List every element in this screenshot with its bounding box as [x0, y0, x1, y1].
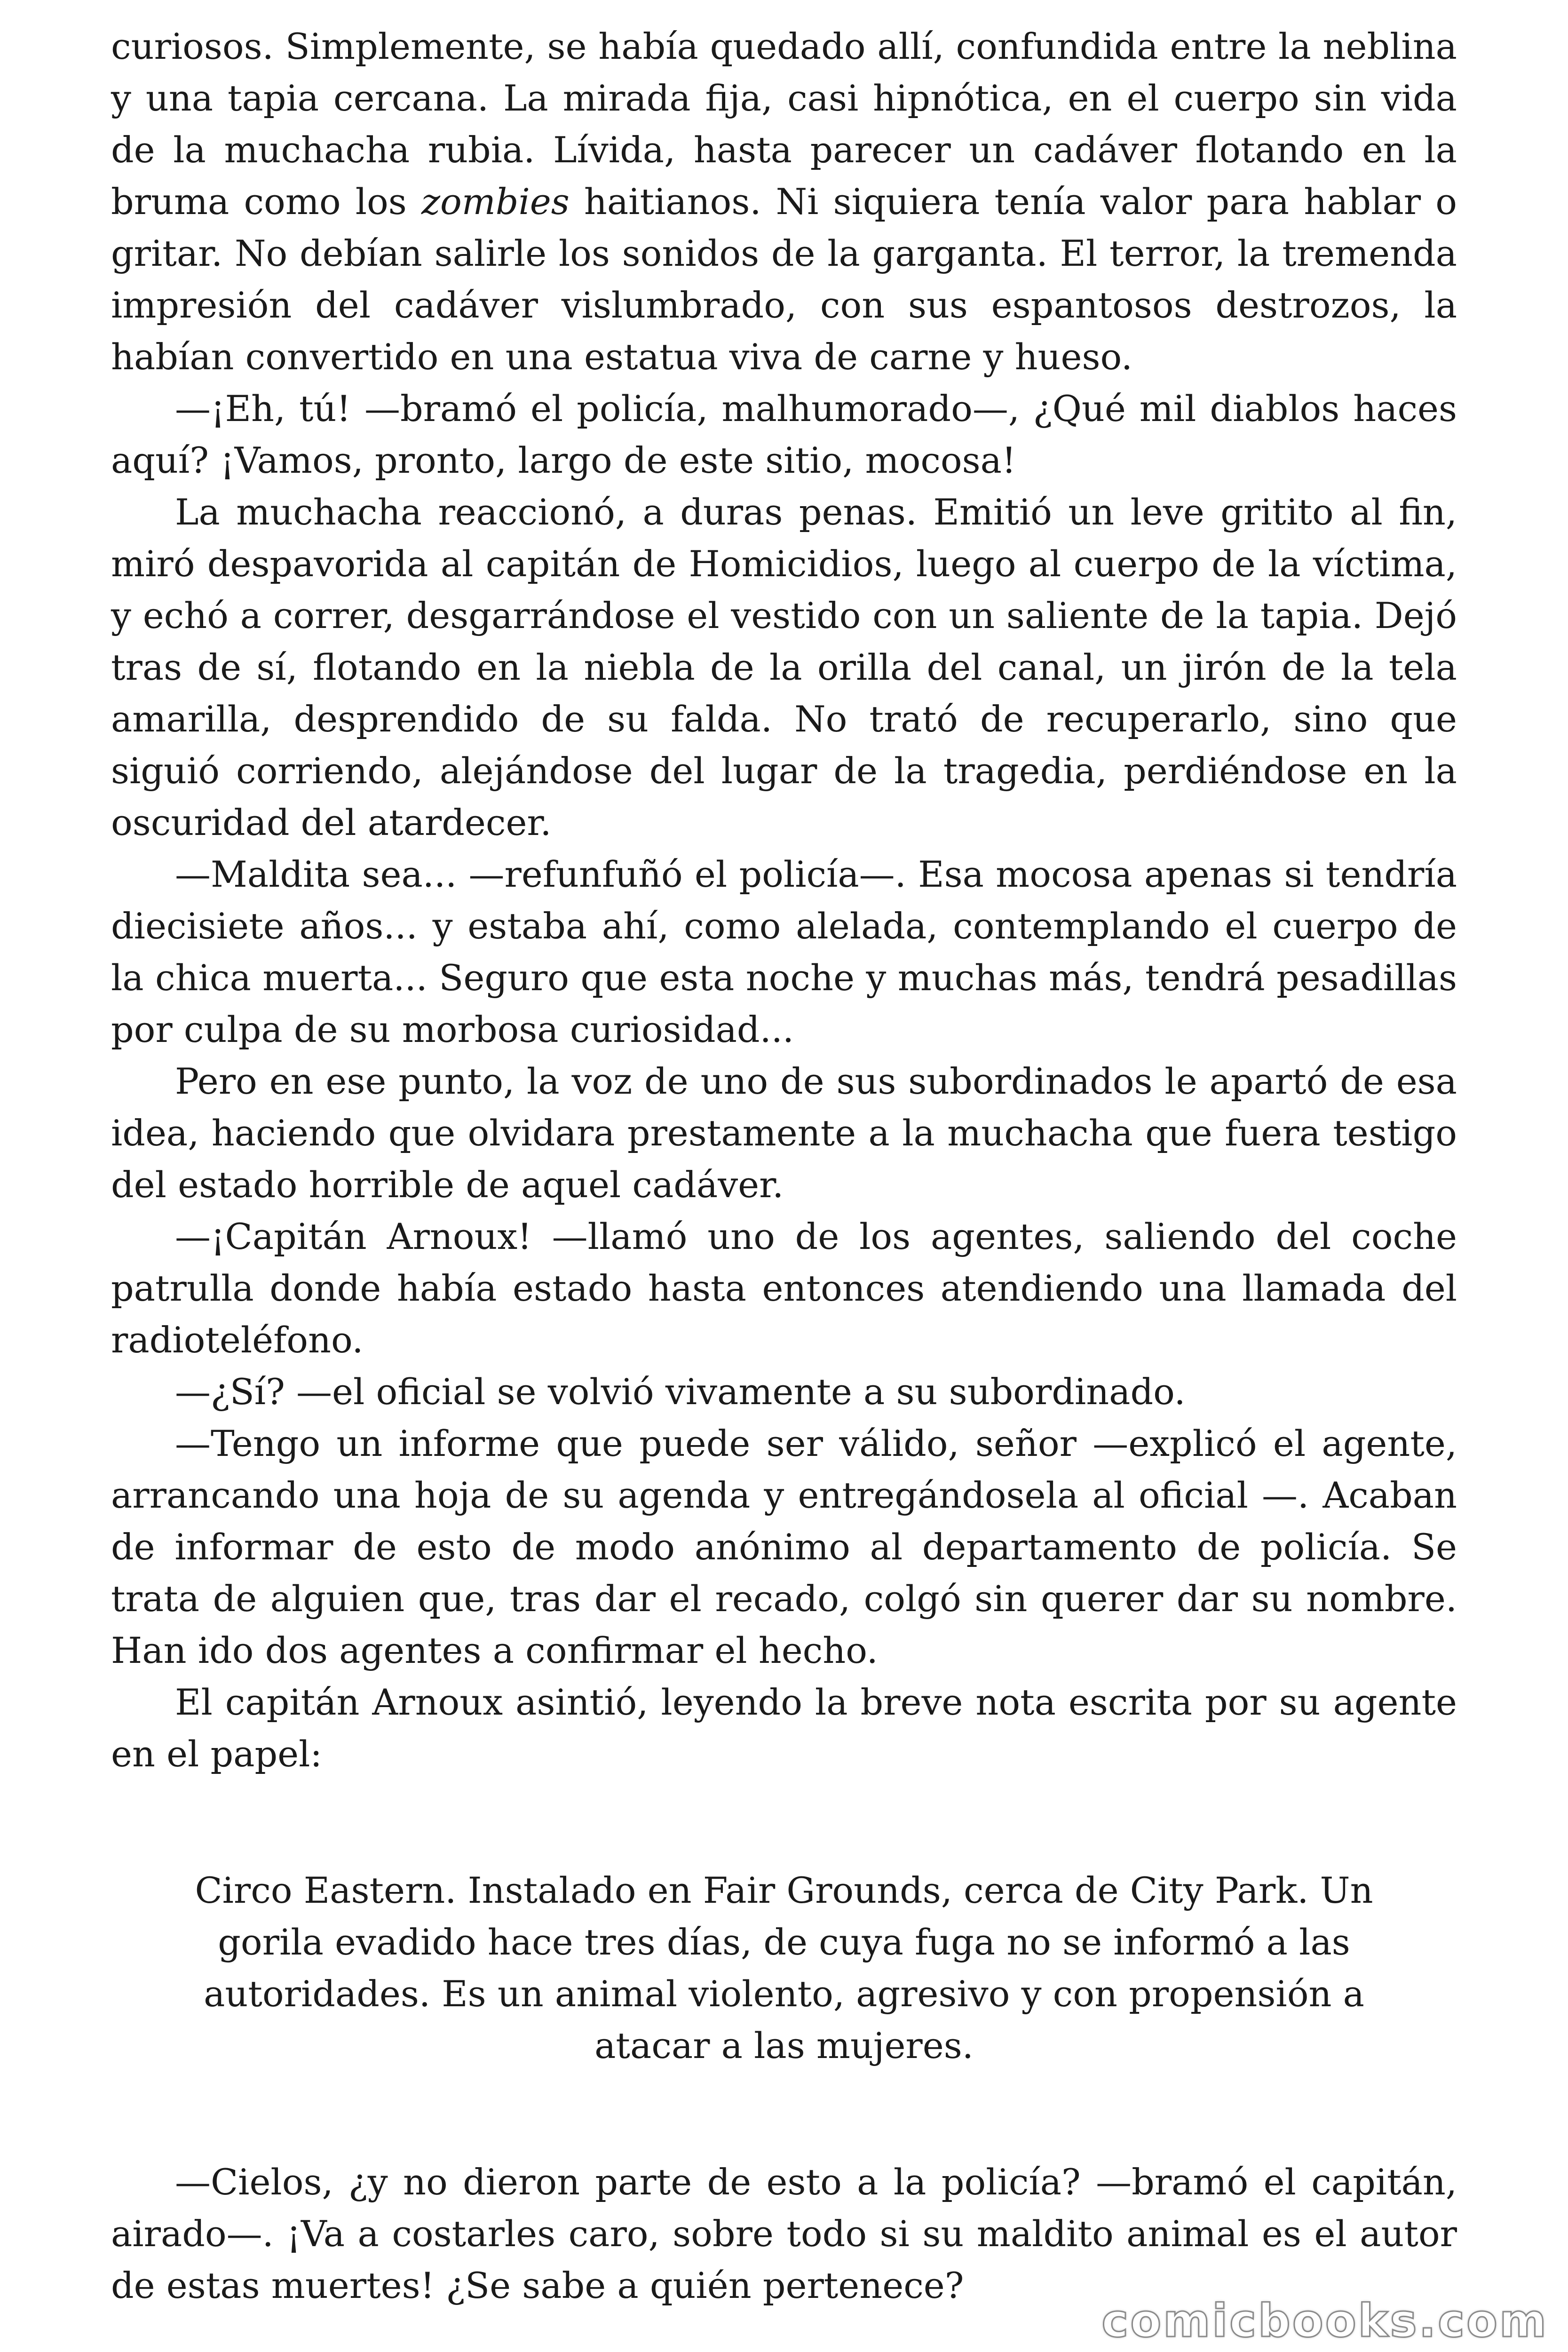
paragraph-8: —Tengo un informe que puede ser válido, señor —explicó el agente, arrancando una hoja de su agenda y entregándosela al oficial —. Acaban de informar de esto de modo anónimo al departamento de policía. Se trata de alguien que, tras dar el recado, colgó sin querer dar su nombre. Han ido dos agentes a confirmar el hecho. — [111, 1422, 1457, 1671]
paragraph-6: —¡Capitán Arnoux! —llamó uno de los agentes, saliendo del coche patrulla donde había estado hasta entonces atendiendo una llamada del radioteléfono. — [111, 1216, 1457, 1361]
paragraph-4: —Maldita sea... —refunfuñó el policía—. Esa mocosa apenas si tendría diecisiete años... y estaba ahí, como alelada, contemplando el cuerpo de la chica muerta... Seguro que esta noche y muchas más, tendrá pesadillas por culpa de su morbosa curiosidad... — [111, 853, 1457, 1050]
book-page — [111, 21, 1457, 2312]
paragraph-5: Pero en ese punto, la voz de uno de sus subordinados le apartó de esa idea, haciendo que olvidara prestamente a la muchacha que fuera testigo del estado horrible de aquel cadáver. — [111, 1060, 1457, 1206]
paragraph-10: —Cielos, ¿y no dieron parte de esto a la policía? —bramó el capitán, airado—. ¡Va a costarles caro, sobre todo si su maldito animal es el autor de estas muertes! ¿Se sabe a quién pertenece? — [111, 2161, 1457, 2306]
paragraph-7: —¿Sí? —el oficial se volvió vivamente a su subordinado. — [175, 1371, 1186, 1413]
paragraph-2: —¡Eh, tú! —bramó el policía, malhumorado—, ¿Qué mil diablos haces aquí? ¡Vamos, pronto, largo de este sitio, mocosa! — [111, 388, 1457, 481]
paragraph-1: curiosos. Simplemente, se había quedado allí, confundida entre la neblina y una tapia cercana. La mirada fija, casi hipnótica, en el cuerpo sin vida de la muchacha rubia. Lívida, hasta parecer un cadáver flotando en la bruma como los zombies haitianos. Ni siquiera tenía valor para hablar o gritar. No debían salirle los sonidos de la garganta. El terror, la tremenda impresión del cadáver vislumbrado, con sus espantosos destrozos, la habían convertido en una estatua viva de carne y hueso. — [111, 25, 1457, 378]
note-quote: Circo Eastern. Instalado en Fair Grounds, cerca de City Park. Un gorila evadido hace tres días, de cuya fuga no se informó a las autoridades. Es un animal violento, agresivo y con propensión a atacar a las mujeres. — [195, 1869, 1373, 2066]
paragraph-9: El capitán Arnoux asintió, leyendo la breve nota escrita por su agente en el papel: — [111, 1681, 1457, 1775]
watermark-logo: comicbooks.com — [1101, 2295, 1548, 2347]
paragraph-3: La muchacha reaccionó, a duras penas. Emitió un leve gritito al fin, miró despavorida al capitán de Homicidios, luego al cuerpo de la víctima, y echó a correr, desgarrándose el vestido con un saliente de la tapia. Dejó tras de sí, flotando en la niebla de la orilla del canal, un jirón de la tela amarilla, desprendido de su falda. No trató de recuperarlo, sino que siguió corriendo, alejándose del lugar de la tragedia, perdiéndose en la oscuridad del atardecer. — [111, 491, 1457, 843]
italic-word: zombies — [421, 181, 570, 222]
